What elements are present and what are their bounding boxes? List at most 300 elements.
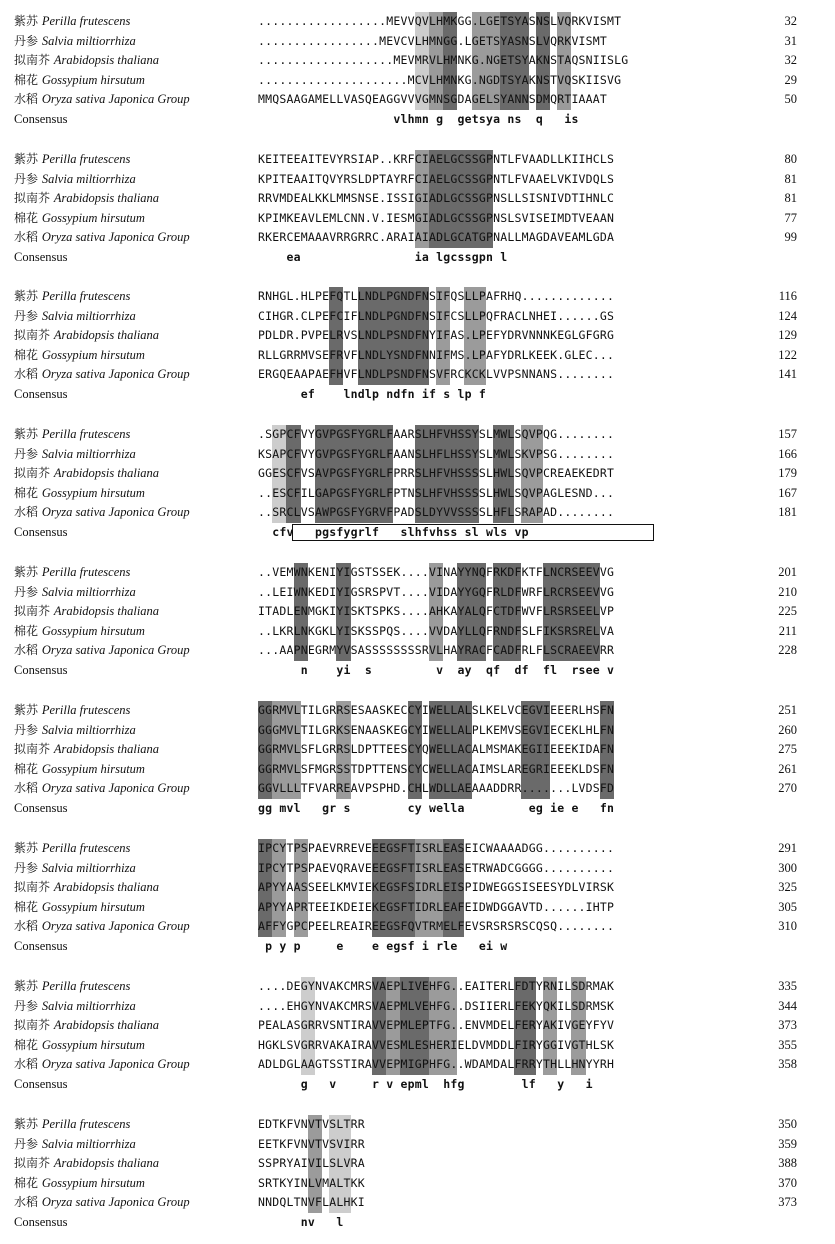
- species-latin-name: Oryza sativa Japonica Group: [41, 1057, 190, 1072]
- species-latin-name: Salvia miltiorrhiza: [41, 446, 136, 461]
- residue-position: 99: [784, 230, 797, 245]
- species-latin-name: Gossypium hirsutum: [41, 623, 145, 638]
- residue-position: 201: [778, 565, 797, 579]
- sequence-text: RNHGL.HLPEFQTLLNDLPGNDFNSIFQSLLPAFRHQ.............: [258, 289, 615, 303]
- species-chinese-name: 棉花: [14, 1037, 42, 1052]
- sequence-row: [0, 721, 835, 739]
- alignment-block: [0, 563, 835, 685]
- sequence-row: [0, 346, 835, 364]
- residue-position: 77: [784, 210, 797, 225]
- residue-position: 305: [778, 899, 797, 914]
- species-latin-name: Oryza sativa Japonica Group: [41, 1195, 190, 1210]
- species-chinese-name: 棉花: [14, 210, 42, 225]
- sequence-row: [0, 71, 835, 89]
- species-label: [14, 170, 254, 188]
- residue-position: 291: [778, 841, 797, 855]
- sequence-row: [0, 32, 835, 50]
- sequence-row: [0, 740, 835, 758]
- species-latin-name: Arabidopsis thaliana: [53, 53, 160, 68]
- species-chinese-name: 丹参: [14, 584, 42, 599]
- sequence-text: ..LKRLNKGKLYISKSSPQS....VVDAYLLQFRNDFSLFIKSRSRELVA: [258, 623, 615, 638]
- sequence-text: ERGQEAAPAEFHVFLNDLPSNDFNSVFRCKCKLVVPSNNANS........: [258, 367, 615, 382]
- sequence-row: [0, 1154, 835, 1172]
- alignment-block: [0, 150, 835, 272]
- sequence-row: [0, 1016, 835, 1034]
- consensus-sequence: ef lndlp ndfn if s lp f: [258, 387, 486, 401]
- species-label: [14, 228, 254, 246]
- residue-position: 335: [778, 979, 797, 993]
- species-latin-name: Oryza sativa Japonica Group: [41, 92, 190, 107]
- species-label: [14, 839, 254, 857]
- species-latin-name: Arabidopsis thaliana: [53, 1018, 160, 1033]
- sequence-text: .....................MCVLHMNKG.NGDTSYAKNSTVQSKIISVG: [258, 72, 622, 87]
- species-chinese-name: 紫苏: [14, 14, 42, 28]
- sequence-row: [0, 602, 835, 620]
- species-chinese-name: 紫苏: [14, 289, 42, 303]
- species-latin-name: Arabidopsis thaliana: [53, 191, 160, 206]
- consensus-sequence: n yi s v ay qf df fl rsee v: [258, 663, 615, 677]
- residue-position: 300: [778, 860, 797, 875]
- residue-position: 116: [778, 289, 797, 303]
- sequence-text: RKERCEMAAAVRRGRRC.ARAIAIADLGCATGPNALLMAGDAVEAMLGDA: [258, 230, 615, 245]
- species-chinese-name: 紫苏: [14, 703, 42, 717]
- species-latin-name: Salvia miltiorrhiza: [41, 308, 136, 323]
- consensus-row: [0, 248, 835, 266]
- species-latin-name: Salvia miltiorrhiza: [41, 998, 136, 1013]
- residue-position: 157: [778, 427, 797, 441]
- residue-position: 373: [778, 1195, 797, 1210]
- species-latin-name: Gossypium hirsutum: [41, 347, 145, 362]
- sequence-row: [0, 622, 835, 640]
- sequence-text: ...AAPNEGRMYVSASSSSSSSSRVLHAYRACFCADFRLFLSCRAEEVRR: [258, 643, 615, 658]
- alignment-block: [0, 287, 835, 409]
- sequence-text: SRTKYINLVMALTKK: [258, 1175, 365, 1190]
- species-chinese-name: 丹参: [14, 998, 42, 1013]
- species-label: [14, 484, 254, 502]
- sequence-text: MMQSAAGAMELLVASQEAGGVVVGMNSGDAGELSYANNSDMQRTIAAAT: [258, 92, 608, 107]
- sequence-text: RRVMDEALKKLMMSNSE.ISSIGIADLGCSSGPNSLLSISNIVDTIHNLC: [258, 191, 615, 206]
- sequence-row: [0, 878, 835, 896]
- species-label: [14, 583, 254, 601]
- residue-position: 310: [778, 919, 797, 934]
- species-label: [14, 859, 254, 877]
- species-label: [14, 287, 254, 305]
- sequence-text: EDTKFVNVTVSLTRR: [258, 1117, 365, 1131]
- species-chinese-name: 棉花: [14, 72, 42, 87]
- species-chinese-name: 棉花: [14, 623, 42, 638]
- consensus-label: Consensus: [14, 663, 68, 677]
- species-label: [14, 1154, 254, 1172]
- consensus-row: [0, 385, 835, 403]
- species-latin-name: Gossypium hirsutum: [41, 210, 145, 225]
- sequence-text: APYYAASSEELKMVIEKEGSFSIDRLEISPIDWEGGSISEESYDLVIRSK: [258, 880, 615, 895]
- species-chinese-name: 棉花: [14, 899, 42, 914]
- species-latin-name: Perilla frutescens: [41, 703, 131, 717]
- species-label: [14, 997, 254, 1015]
- residue-position: 344: [778, 998, 797, 1013]
- residue-position: 228: [778, 643, 797, 658]
- sequence-row: [0, 287, 835, 305]
- consensus-sequence: vlhmn g getsya ns q is: [258, 112, 579, 126]
- consensus-label: Consensus: [14, 525, 68, 539]
- sequence-text: HGKLSVGRRVAKAIRAVVESMLESHERIELDVMDDLFIRYGGIVGTHLSK: [258, 1037, 615, 1052]
- sequence-text: GGGMVLTILGRKSENAASKEGCYIWELLALPLKEMVSEGVIECEKLHLFN: [258, 722, 615, 737]
- species-chinese-name: 紫苏: [14, 979, 42, 993]
- species-chinese-name: 水稻: [14, 781, 42, 796]
- sequence-text: SSPRYAIVILSLVRA: [258, 1156, 365, 1171]
- residue-position: 167: [778, 485, 797, 500]
- species-chinese-name: 紫苏: [14, 841, 42, 855]
- species-chinese-name: 水稻: [14, 505, 42, 520]
- sequence-text: PDLDR.PVPELRVSLNDLPSNDFNYIFAS.LPEFYDRVNNNKEGLGFGRG: [258, 328, 615, 343]
- sequence-text: GGRMVLSFLGRRSLDPTTEESCYQWELLACALMSMAKEGIIEEEKIDAFN: [258, 742, 615, 757]
- alignment-block: [0, 1115, 835, 1237]
- species-label: [14, 1193, 254, 1211]
- sequence-row: [0, 425, 835, 443]
- residue-position: 388: [778, 1156, 797, 1171]
- species-label: [14, 1055, 254, 1073]
- species-label: [14, 721, 254, 739]
- sequence-row: [0, 1174, 835, 1192]
- sequence-row: [0, 1036, 835, 1054]
- consensus-label: Consensus: [14, 1215, 68, 1229]
- residue-position: 358: [778, 1057, 797, 1072]
- species-latin-name: Oryza sativa Japonica Group: [41, 230, 190, 245]
- species-label: [14, 32, 254, 50]
- species-latin-name: Salvia miltiorrhiza: [41, 722, 136, 737]
- species-latin-name: Oryza sativa Japonica Group: [41, 505, 190, 520]
- sequence-text: KSAPCFVYGVPGSFYGRLFAANSLHFLHSSYSLMWLSKVPSG........: [258, 446, 615, 461]
- alignment-block: [0, 839, 835, 961]
- sequence-row: [0, 90, 835, 108]
- residue-position: 124: [778, 308, 797, 323]
- residue-position: 32: [784, 53, 797, 68]
- species-latin-name: Gossypium hirsutum: [41, 761, 145, 776]
- alignment-block: [0, 977, 835, 1099]
- consensus-label: Consensus: [14, 112, 68, 126]
- sequence-row: [0, 484, 835, 502]
- species-chinese-name: 水稻: [14, 230, 42, 245]
- sequence-text: KPIMKEAVLEMLCNN.V.IESMGIADLGCSSGPNSLSVISEIMDTVEAAN: [258, 210, 615, 225]
- consensus-label: Consensus: [14, 939, 68, 953]
- residue-position: 275: [778, 742, 797, 757]
- species-latin-name: Arabidopsis thaliana: [53, 1156, 160, 1171]
- species-chinese-name: 拟南芥: [14, 1018, 54, 1033]
- sequence-text: EETKFVNVTVSVIRR: [258, 1136, 365, 1151]
- sequence-text: ITADLENMGKIYISKTSPKS....AHKAYALQFCTDFWVFLRSRSEELVP: [258, 604, 615, 619]
- consensus-sequence: nv l: [258, 1215, 344, 1229]
- species-chinese-name: 丹参: [14, 446, 42, 461]
- species-label: [14, 365, 254, 383]
- sequence-text: IPCYTPSPAEVRREVEEEGSFTISRLEASEICWAAAADGG..........: [258, 841, 615, 855]
- residue-position: 370: [778, 1175, 797, 1190]
- sequence-text: GGESCFVSAVPGSFYGRLFPRRSLHFVHSSSSLHWLSQVPCREAEKEDRT: [258, 466, 615, 481]
- species-label: [14, 189, 254, 207]
- residue-position: 270: [778, 781, 797, 796]
- sequence-text: KEITEEAITEVYRSIAP..KRFCIAELGCSSGPNTLFVAADLLKIIHCLS: [258, 152, 615, 166]
- species-label: [14, 425, 254, 443]
- species-latin-name: Salvia miltiorrhiza: [41, 1136, 136, 1151]
- species-chinese-name: 棉花: [14, 1175, 42, 1190]
- species-chinese-name: 拟南芥: [14, 1156, 54, 1171]
- species-label: [14, 917, 254, 935]
- species-label: [14, 977, 254, 995]
- sequence-text: ..................MEVVQVLHMKGG.LGETSYASNSLVQRKVISMT: [258, 14, 622, 28]
- consensus-row: [0, 661, 835, 679]
- sequence-text: ..SRCLVSAWPGSFYGRVFPADSLDYVVSSSSLHFLSRAPAD........: [258, 505, 615, 520]
- residue-position: 29: [784, 72, 797, 87]
- sequence-row: [0, 1193, 835, 1211]
- sequence-row: [0, 701, 835, 719]
- species-label: [14, 326, 254, 344]
- sequence-row: [0, 464, 835, 482]
- sequence-text: ADLDGLAAGTSSTIRAVVEPMIGPHFG..WDAMDALFRRYTHLLHNYYRH: [258, 1057, 615, 1072]
- species-chinese-name: 棉花: [14, 761, 42, 776]
- species-latin-name: Salvia miltiorrhiza: [41, 171, 136, 186]
- residue-position: 141: [778, 367, 797, 382]
- consensus-sequence: cfv pgsfygrlf slhfvhss sl wls vp: [258, 525, 529, 539]
- species-latin-name: Salvia miltiorrhiza: [41, 584, 136, 599]
- species-latin-name: Oryza sativa Japonica Group: [41, 781, 190, 796]
- sequence-row: [0, 917, 835, 935]
- sequence-row: [0, 898, 835, 916]
- species-chinese-name: 拟南芥: [14, 191, 54, 206]
- species-latin-name: Perilla frutescens: [41, 152, 131, 166]
- residue-position: 211: [778, 623, 797, 638]
- residue-position: 325: [778, 880, 797, 895]
- residue-position: 81: [784, 191, 797, 206]
- species-chinese-name: 拟南芥: [14, 742, 54, 757]
- species-latin-name: Gossypium hirsutum: [41, 1175, 145, 1190]
- sequence-row: [0, 1135, 835, 1153]
- species-chinese-name: 水稻: [14, 1195, 42, 1210]
- species-label: [14, 90, 254, 108]
- residue-position: 80: [784, 152, 797, 166]
- species-latin-name: Perilla frutescens: [41, 1117, 131, 1131]
- alignment-block: [0, 12, 835, 134]
- species-chinese-name: 丹参: [14, 308, 42, 323]
- species-latin-name: Arabidopsis thaliana: [53, 742, 160, 757]
- sequence-text: .................MEVCVLHMNGG.LGETSYASNSLVQRKVISMT: [258, 33, 608, 48]
- species-chinese-name: 丹参: [14, 33, 42, 48]
- species-chinese-name: 水稻: [14, 367, 42, 382]
- residue-position: 181: [778, 505, 797, 520]
- consensus-label: Consensus: [14, 801, 68, 815]
- species-label: [14, 307, 254, 325]
- species-latin-name: Perilla frutescens: [41, 841, 131, 855]
- species-chinese-name: 紫苏: [14, 427, 42, 441]
- species-label: [14, 779, 254, 797]
- species-latin-name: Gossypium hirsutum: [41, 485, 145, 500]
- sequence-row: [0, 170, 835, 188]
- species-label: [14, 760, 254, 778]
- alignment-block: [0, 701, 835, 823]
- species-latin-name: Arabidopsis thaliana: [53, 328, 160, 343]
- species-label: [14, 1016, 254, 1034]
- residue-position: 166: [778, 446, 797, 461]
- sequence-text: ..LEIWNKEDIYIGSRSPVT....VIDAYYGQFRLDFWRFLRCRSEEVVG: [258, 584, 615, 599]
- sequence-text: ..VEMWNKENIYIGSTSSEK....VINAYYNQFRKDFKTFLNCRSEEVVG: [258, 565, 615, 579]
- sequence-text: CIHGR.CLPEFCIFLNDLPGNDFNSIFCSLLPQFRACLNHEI......GS: [258, 308, 615, 323]
- residue-position: 251: [778, 703, 797, 717]
- sequence-row: [0, 977, 835, 995]
- sequence-text: ...................MEVMRVLHMNKG.NGETSYAKNSTAQSNIISLG: [258, 53, 629, 68]
- species-label: [14, 51, 254, 69]
- sequence-row: [0, 228, 835, 246]
- residue-position: 350: [778, 1117, 797, 1131]
- sequence-row: [0, 150, 835, 168]
- sequence-text: GGRMVLSFMGRSSTDPTTENSCYCWELLACAIMSLAREGRIEEEKLDSFN: [258, 761, 615, 776]
- species-label: [14, 701, 254, 719]
- residue-position: 129: [778, 328, 797, 343]
- species-chinese-name: 水稻: [14, 643, 42, 658]
- species-chinese-name: 紫苏: [14, 152, 42, 166]
- species-chinese-name: 棉花: [14, 347, 42, 362]
- residue-position: 32: [784, 14, 797, 28]
- residue-position: 373: [778, 1018, 797, 1033]
- consensus-row: [0, 1075, 835, 1093]
- sequence-text: ..ESCFILGAPGSFYGRLFPTNSLHFVHSSSSLHWLSQVPAGLESND...: [258, 485, 615, 500]
- species-latin-name: Perilla frutescens: [41, 979, 131, 993]
- sequence-row: [0, 997, 835, 1015]
- consensus-sequence: gg mvl gr s cy wella eg ie e fn: [258, 801, 615, 815]
- species-label: [14, 641, 254, 659]
- species-label: [14, 602, 254, 620]
- species-chinese-name: 棉花: [14, 485, 42, 500]
- species-chinese-name: 拟南芥: [14, 466, 54, 481]
- sequence-row: [0, 326, 835, 344]
- alignment-block: [0, 425, 835, 547]
- consensus-label: Consensus: [14, 250, 68, 264]
- sequence-row: [0, 12, 835, 30]
- sequence-row: [0, 51, 835, 69]
- residue-position: 81: [784, 171, 797, 186]
- residue-position: 355: [778, 1037, 797, 1052]
- sequence-row: [0, 503, 835, 521]
- species-label: [14, 1036, 254, 1054]
- species-chinese-name: 拟南芥: [14, 604, 54, 619]
- species-chinese-name: 丹参: [14, 1136, 42, 1151]
- species-latin-name: Perilla frutescens: [41, 14, 131, 28]
- consensus-sequence: g v r v epml hfg lf y i: [258, 1077, 593, 1091]
- species-latin-name: Perilla frutescens: [41, 565, 131, 579]
- species-latin-name: Oryza sativa Japonica Group: [41, 643, 190, 658]
- sequence-row: [0, 307, 835, 325]
- sequence-row: [0, 641, 835, 659]
- species-label: [14, 71, 254, 89]
- species-chinese-name: 紫苏: [14, 565, 42, 579]
- sequence-text: AFFYGPCPEELREAIREEGSFQVTRMELFEVSRSRSRSCQSQ........: [258, 919, 615, 934]
- species-label: [14, 209, 254, 227]
- residue-position: 210: [778, 584, 797, 599]
- species-chinese-name: 水稻: [14, 92, 42, 107]
- consensus-sequence: ea ia lgcssgpn l: [258, 250, 508, 264]
- species-latin-name: Arabidopsis thaliana: [53, 880, 160, 895]
- consensus-label: Consensus: [14, 387, 68, 401]
- species-chinese-name: 紫苏: [14, 1117, 42, 1131]
- species-label: [14, 1135, 254, 1153]
- sequence-row: [0, 859, 835, 877]
- species-label: [14, 563, 254, 581]
- sequence-text: GGVLLLTFVARREAVPSPHD.CHLWDLLAEAAADDRR.......LVDSFD: [258, 781, 615, 796]
- sequence-text: APYYAPRTEEIKDEIEKEGSFTIDRLEAFEIDWDGGAVTD......IHTP: [258, 899, 615, 914]
- sequence-row: [0, 445, 835, 463]
- sequence-row: [0, 563, 835, 581]
- consensus-sequence: p y p e e egsf i rle ei w: [258, 939, 508, 953]
- species-latin-name: Perilla frutescens: [41, 289, 131, 303]
- residue-position: 122: [778, 347, 797, 362]
- consensus-label: Consensus: [14, 1077, 68, 1091]
- residue-position: 260: [778, 722, 797, 737]
- sequence-text: IPCYTPSPAEVQRAVEEEGSFTISRLEASETRWADCGGGG..........: [258, 860, 615, 875]
- consensus-row: [0, 937, 835, 955]
- consensus-row: [0, 799, 835, 817]
- species-label: [14, 464, 254, 482]
- motif-box: [292, 524, 654, 541]
- species-latin-name: Salvia miltiorrhiza: [41, 860, 136, 875]
- residue-position: 179: [778, 466, 797, 481]
- sequence-text: RLLGRRMVSEFRVFLNDLYSNDFNNIFMS.LPAFYDRLKEEK.GLEC...: [258, 347, 615, 362]
- species-chinese-name: 拟南芥: [14, 328, 54, 343]
- species-label: [14, 445, 254, 463]
- species-chinese-name: 拟南芥: [14, 53, 54, 68]
- sequence-text: ....DEGYNVAKCMRSVAEPLIVEHFG..EAITERLFDTYRNILSDRMAK: [258, 979, 615, 993]
- species-latin-name: Gossypium hirsutum: [41, 72, 145, 87]
- consensus-row: [0, 1213, 835, 1231]
- species-latin-name: Gossypium hirsutum: [41, 1037, 145, 1052]
- species-label: [14, 346, 254, 364]
- species-label: [14, 150, 254, 168]
- residue-position: 31: [784, 33, 797, 48]
- species-chinese-name: 拟南芥: [14, 880, 54, 895]
- species-label: [14, 898, 254, 916]
- sequence-row: [0, 583, 835, 601]
- species-latin-name: Gossypium hirsutum: [41, 899, 145, 914]
- species-latin-name: Salvia miltiorrhiza: [41, 33, 136, 48]
- residue-position: 225: [778, 604, 797, 619]
- sequence-row: [0, 1055, 835, 1073]
- species-label: [14, 1115, 254, 1133]
- residue-position: 50: [784, 92, 797, 107]
- residue-position: 359: [778, 1136, 797, 1151]
- species-chinese-name: 丹参: [14, 860, 42, 875]
- sequence-row: [0, 365, 835, 383]
- sequence-text: NNDQLTNVFLALHKI: [258, 1195, 365, 1210]
- species-latin-name: Oryza sativa Japonica Group: [41, 367, 190, 382]
- species-label: [14, 503, 254, 521]
- consensus-row: [0, 110, 835, 128]
- species-chinese-name: 水稻: [14, 1057, 42, 1072]
- sequence-row: [0, 760, 835, 778]
- species-latin-name: Oryza sativa Japonica Group: [41, 919, 190, 934]
- species-chinese-name: 丹参: [14, 722, 42, 737]
- sequence-text: ....EHGYNVAKCMRSVAEPMLVEHFG..DSIIERLFEKYQKILSDRMSK: [258, 998, 615, 1013]
- species-latin-name: Arabidopsis thaliana: [53, 466, 160, 481]
- species-latin-name: Arabidopsis thaliana: [53, 604, 160, 619]
- species-label: [14, 740, 254, 758]
- sequence-text: GGRMVLTILGRRSESAASKECCYIWELLALSLKELVCEGVIEEERLHSFN: [258, 703, 615, 717]
- species-latin-name: Perilla frutescens: [41, 427, 131, 441]
- sequence-row: [0, 1115, 835, 1133]
- sequence-row: [0, 839, 835, 857]
- sequence-text: KPITEAAITQVYRSLDPTAYRFCIAELGCSSGPNTLFVAAELVKIVDQLS: [258, 171, 615, 186]
- species-chinese-name: 丹参: [14, 171, 42, 186]
- sequence-row: [0, 189, 835, 207]
- sequence-text: .SGPCFVYGVPGSFYGRLFAARSLHFVHSSYSLMWLSQVPQG........: [258, 427, 615, 441]
- sequence-row: [0, 779, 835, 797]
- species-label: [14, 12, 254, 30]
- species-chinese-name: 水稻: [14, 919, 42, 934]
